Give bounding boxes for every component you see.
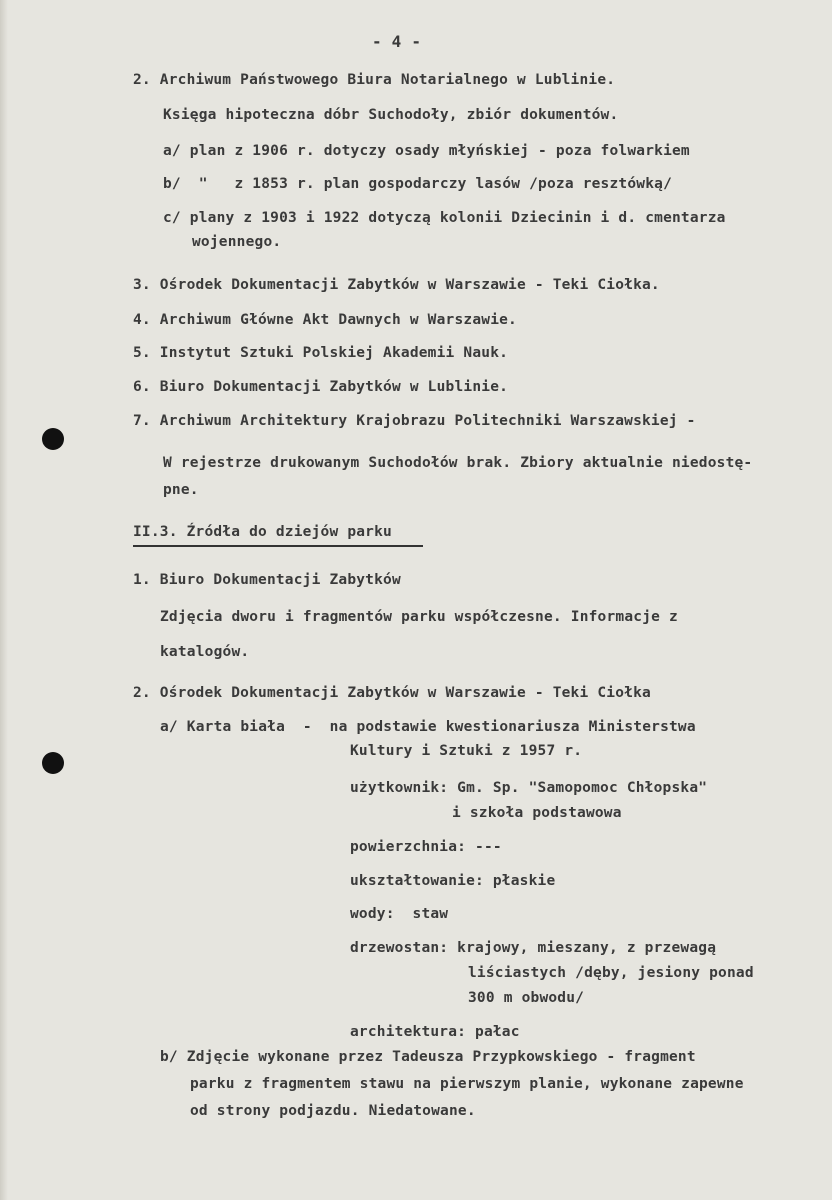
text-line: 7. Archiwum Architektury Krajobrazu Politechniki Warszawskiej - (133, 413, 696, 429)
text-line: 5. Instytut Sztuki Polskiej Akademii Nauk. (133, 345, 509, 361)
section-heading: II.3. Źródła do dziejów parku (133, 524, 392, 540)
text-line: liściastych /dęby, jesiony ponad (468, 965, 754, 981)
text-line: 6. Biuro Dokumentacji Zabytków w Lublinie. (133, 379, 509, 395)
text-line: 3. Ośrodek Dokumentacji Zabytków w Warszawie - Teki Ciołka. (133, 277, 660, 293)
text-line: wojennego. (192, 234, 282, 250)
page-number: - 4 - (372, 32, 422, 51)
text-line: 4. Archiwum Główne Akt Dawnych w Warszawie. (133, 312, 517, 328)
text-line: architektura: pałac (350, 1024, 520, 1040)
heading-underline (133, 545, 423, 547)
text-line: b/ " z 1853 r. plan gospodarczy lasów /poza resztówką/ (163, 176, 672, 192)
text-line: ukształtowanie: płaskie (350, 873, 556, 889)
text-line: a/ plan z 1906 r. dotyczy osady młyńskiej - poza folwarkiem (163, 143, 690, 159)
text-line: 1. Biuro Dokumentacji Zabytków (133, 572, 401, 588)
text-line: pne. (163, 482, 199, 498)
text-line: użytkownik: Gm. Sp. "Samopomoc Chłopska" (350, 780, 708, 796)
text-line: wody: staw (350, 906, 449, 922)
text-line: W rejestrze drukowanym Suchodołów brak. Zbiory aktualnie niedostę- (163, 455, 753, 471)
punch-hole (42, 752, 64, 774)
text-line: katalogów. (160, 644, 250, 660)
text-line: Księga hipoteczna dóbr Suchodoły, zbiór dokumentów. (163, 107, 619, 123)
text-line: drzewostan: krajowy, mieszany, z przewagą (350, 940, 717, 956)
text-line: b/ Zdjęcie wykonane przez Tadeusza Przypkowskiego - fragment (160, 1049, 696, 1065)
text-line: Zdjęcia dworu i fragmentów parku współczesne. Informacje z (160, 609, 678, 625)
text-line: parku z fragmentem stawu na pierwszym planie, wykonane zapewne (190, 1076, 744, 1092)
text-line: od strony podjazdu. Niedatowane. (190, 1103, 476, 1119)
text-line: 300 m obwodu/ (468, 990, 585, 1006)
text-line: 2. Ośrodek Dokumentacji Zabytków w Warszawie - Teki Ciołka (133, 685, 651, 701)
text-line: powierzchnia: --- (350, 839, 502, 855)
text-line: 2. Archiwum Państwowego Biura Notarialnego w Lublinie. (133, 72, 616, 88)
text-line: Kultury i Sztuki z 1957 r. (350, 743, 583, 759)
text-line: i szkoła podstawowa (452, 805, 622, 821)
text-line: a/ Karta biała - na podstawie kwestionariusza Ministerstwa (160, 719, 696, 735)
punch-hole (42, 428, 64, 450)
text-line: c/ plany z 1903 i 1922 dotyczą kolonii Dziecinin i d. cmentarza (163, 210, 726, 226)
